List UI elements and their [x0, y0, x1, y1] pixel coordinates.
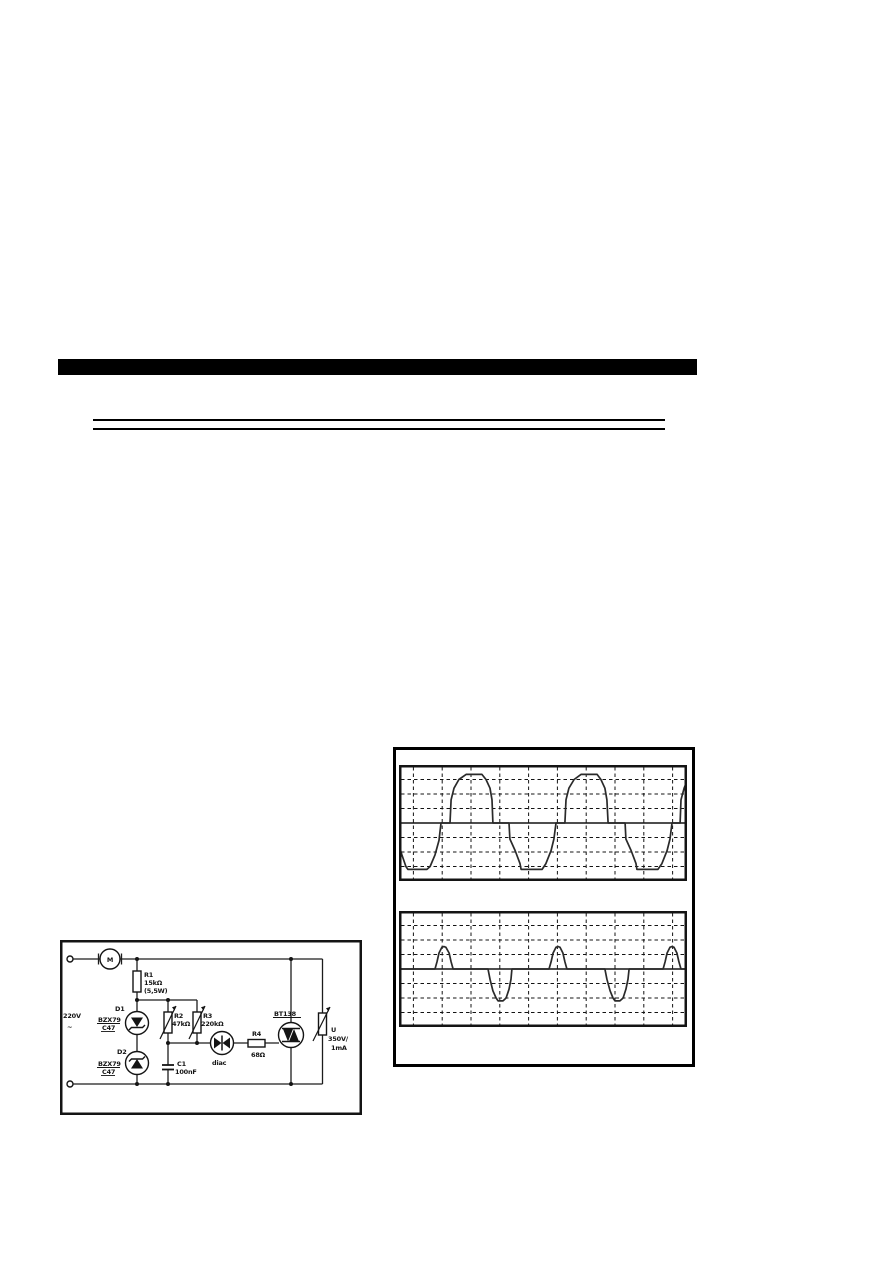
svg-text:68Ω: 68Ω [251, 1051, 265, 1059]
svg-text:C1: C1 [177, 1060, 186, 1068]
svg-text:350V/: 350V/ [328, 1035, 348, 1043]
svg-text:D2: D2 [117, 1048, 127, 1056]
section-divider-double-rule [93, 419, 665, 430]
svg-text:BT138: BT138 [274, 1010, 296, 1018]
svg-text:BZX79: BZX79 [98, 1016, 121, 1024]
resistor-r1 [133, 971, 168, 995]
svg-text:47kΩ: 47kΩ [172, 1020, 191, 1028]
vdr-symbol [313, 1007, 349, 1052]
capacitor-c1 [162, 1060, 197, 1076]
circuit-schematic-figure [60, 940, 362, 1115]
motor-symbol [99, 949, 122, 969]
svg-text:(5,5W): (5,5W) [144, 987, 168, 995]
diac-label: diac [212, 1059, 227, 1067]
supply-terminals [67, 956, 73, 1087]
oscillogram-figure-frame [393, 747, 695, 1067]
motor-label: M [106, 956, 114, 964]
svg-text:C47: C47 [102, 1024, 116, 1032]
zener-d2 [97, 1048, 149, 1076]
ac-symbol: ~ [67, 1023, 73, 1031]
supply-voltage-label: 220V [63, 1012, 81, 1020]
svg-text:15kΩ: 15kΩ [144, 979, 163, 987]
svg-text:100nF: 100nF [175, 1068, 197, 1076]
svg-text:R4: R4 [252, 1030, 262, 1038]
zener-d1 [97, 1005, 149, 1035]
svg-text:BZX79: BZX79 [98, 1060, 121, 1068]
svg-text:D1: D1 [115, 1005, 125, 1013]
svg-text:R2: R2 [174, 1012, 184, 1020]
potentiometer-r2 [160, 1006, 191, 1039]
svg-text:R1: R1 [144, 971, 154, 979]
svg-text:1mA: 1mA [331, 1044, 347, 1052]
svg-text:U: U [331, 1026, 337, 1034]
diac-symbol [211, 1032, 234, 1068]
resistor-r4 [248, 1030, 266, 1059]
svg-text:C47: C47 [102, 1068, 116, 1076]
oscillogram-bottom [399, 911, 687, 1027]
triac-bt138 [273, 1010, 304, 1048]
svg-text:220kΩ: 220kΩ [201, 1020, 224, 1028]
svg-text:R3: R3 [203, 1012, 213, 1020]
oscillogram-top [399, 765, 687, 881]
redaction-bar [58, 359, 697, 375]
